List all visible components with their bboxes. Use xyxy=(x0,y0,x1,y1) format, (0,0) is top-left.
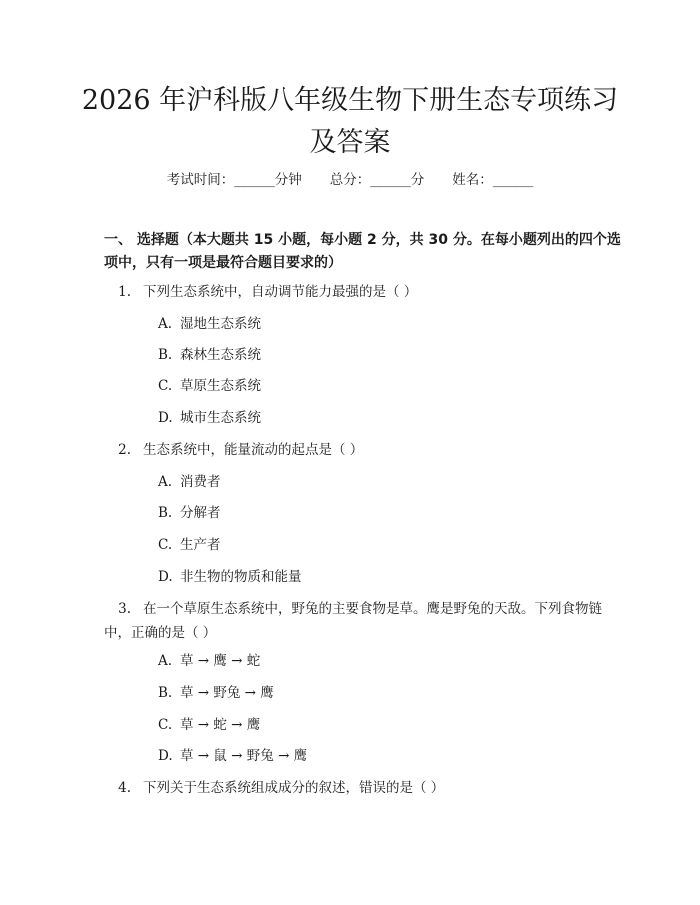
question-1 xyxy=(104,280,624,304)
option-label: B. xyxy=(158,347,173,363)
title-line-2: 及答案 xyxy=(309,127,391,158)
option-text: 草 → 野兔 → 鹰 xyxy=(180,685,274,701)
option-label: A. xyxy=(158,653,173,669)
option-text: 森林生态系统 xyxy=(180,347,261,363)
option-label: C. xyxy=(158,537,173,553)
option-3d xyxy=(158,746,307,766)
option-label: B. xyxy=(158,685,173,701)
option-1b xyxy=(158,345,261,365)
question-number: 1. xyxy=(118,284,131,300)
option-text: 湿地生态系统 xyxy=(180,316,261,332)
exam-time: 考试时间：______分钟 xyxy=(166,172,302,188)
option-label: C. xyxy=(158,717,173,733)
title-line-1: 2026 年沪科版八年级生物下册生态专项练习 xyxy=(81,85,619,116)
option-text: 非生物的物质和能量 xyxy=(180,569,302,585)
option-text: 草原生态系统 xyxy=(180,378,261,394)
student-name: 姓名：______ xyxy=(452,172,534,188)
option-label: D. xyxy=(158,569,173,585)
option-text: 城市生态系统 xyxy=(180,410,261,426)
option-3c xyxy=(158,715,260,735)
option-label: C. xyxy=(158,378,173,394)
option-2c xyxy=(158,535,221,555)
option-2a xyxy=(158,472,221,492)
question-stem: 下列关于生态系统组成成分的叙述，错误的是（ ） xyxy=(143,780,445,796)
question-2 xyxy=(104,438,624,462)
option-text: 生产者 xyxy=(180,537,221,553)
question-stem: 生态系统中，能量流动的起点是（ ） xyxy=(143,442,364,458)
option-2d xyxy=(158,567,302,587)
option-label: A. xyxy=(158,316,173,332)
option-text: 消费者 xyxy=(180,474,221,490)
question-stem: 下列生态系统中，自动调节能力最强的是（ ） xyxy=(143,284,418,300)
option-label: B. xyxy=(158,505,173,521)
question-stem: 在一个草原生态系统中，野兔的主要食物是草。鹰是野兔的天敌。下列食物链中，正确的是（ ） xyxy=(104,601,602,641)
question-number: 2. xyxy=(118,442,131,458)
page-title xyxy=(60,80,640,164)
option-2b xyxy=(158,503,221,523)
option-text: 草 → 蛇 → 鹰 xyxy=(180,717,261,733)
option-label: D. xyxy=(158,410,173,426)
option-text: 草 → 鹰 → 蛇 xyxy=(180,653,261,669)
section-heading: 一、 选择题（本大题共 15 小题，每小题 2 分，共 30 分。在每小题列出的四个选项中，只有一项是最符合题目要求的） xyxy=(104,232,621,271)
option-text: 分解者 xyxy=(180,505,221,521)
option-label: D. xyxy=(158,748,173,764)
option-text: 草 → 鼠 → 野兔 → 鹰 xyxy=(180,748,308,764)
exam-meta xyxy=(0,168,700,188)
option-1c xyxy=(158,376,261,396)
question-4 xyxy=(104,776,624,800)
option-3a xyxy=(158,651,260,671)
question-number: 3. xyxy=(118,601,131,617)
total-score: 总分：______分 xyxy=(329,172,425,188)
question-3 xyxy=(104,597,624,645)
option-1a xyxy=(158,314,261,334)
option-3b xyxy=(158,683,274,703)
option-1d xyxy=(158,408,261,428)
option-label: A. xyxy=(158,474,173,490)
question-number: 4. xyxy=(118,780,131,796)
